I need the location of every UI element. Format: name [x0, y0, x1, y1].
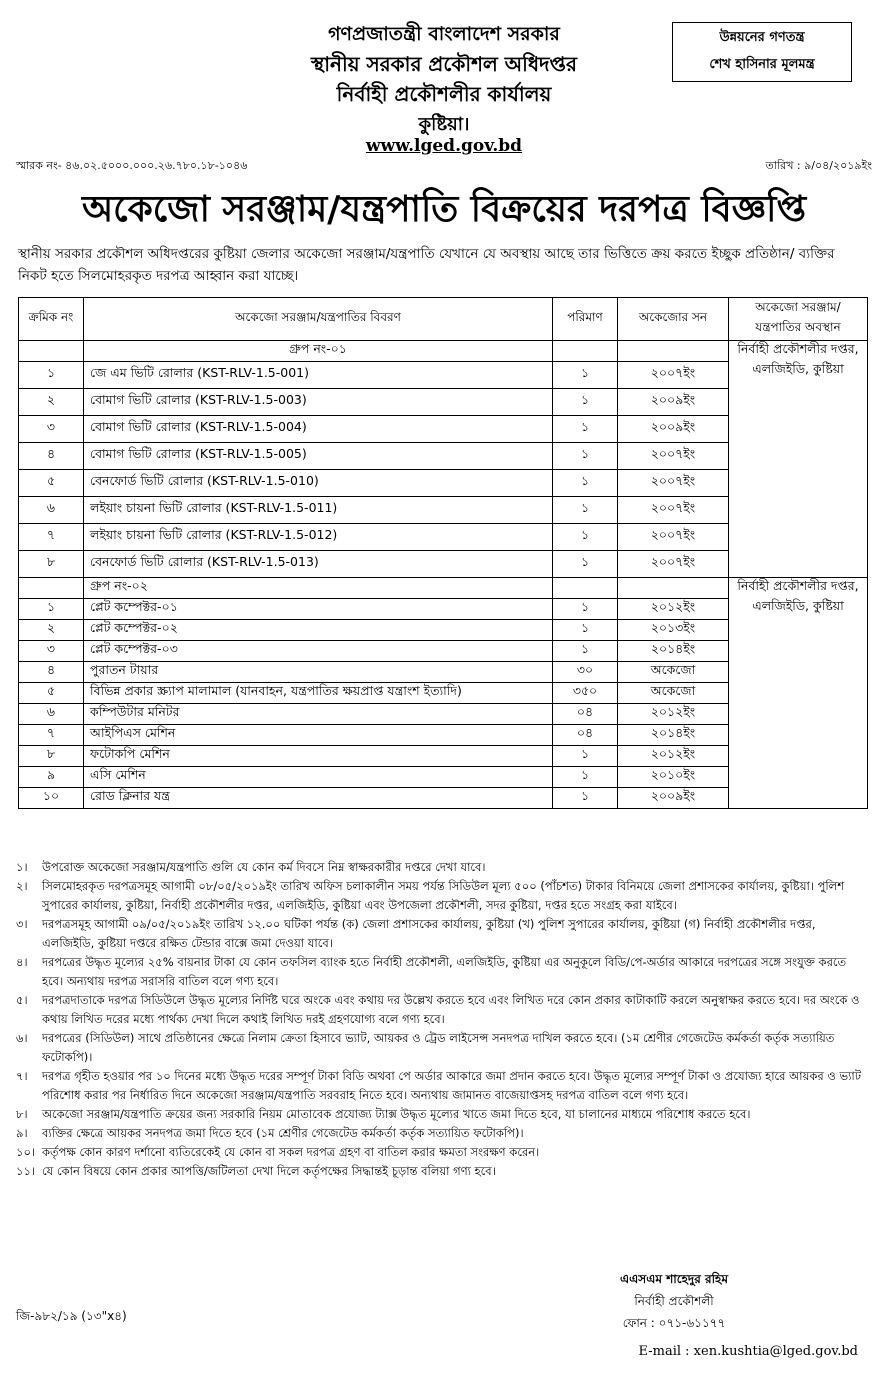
notice-title: অকেজো সরঞ্জাম/যন্ত্রপাতি বিক্রয়ের দরপত্র বিজ্ঞপ্তি	[81, 189, 807, 230]
row-quantity: ১	[553, 362, 618, 389]
row-serial: ৫	[19, 470, 84, 497]
header-year: অকেজোর সন	[618, 298, 729, 341]
govt-name: গণপ্রজাতন্ত্রী বাংলাদেশ সরকার	[328, 23, 560, 45]
row-quantity: ০৪	[553, 704, 618, 725]
condition-number: ১১।	[16, 1164, 36, 1178]
row-quantity: ৩০	[553, 662, 618, 683]
condition-item	[16, 1105, 870, 1124]
row-description: প্লেট কম্পেক্টর-০৩	[84, 641, 553, 662]
row-year: ২০০৭ইং	[618, 443, 729, 470]
row-quantity: ১	[553, 389, 618, 416]
row-description: লইয়াং চায়না ভিটি রোলার (KST-RLV-1.5-011)	[84, 497, 553, 524]
row-year: ২০০৭ইং	[618, 362, 729, 389]
conditions-list	[16, 858, 870, 1181]
row-quantity: ১	[553, 551, 618, 578]
signatory-email[interactable]: E-mail : xen.kushtia@lged.gov.bd	[638, 1344, 858, 1359]
condition-item	[16, 991, 870, 1029]
row-description: প্লেট কম্পেক্টর-০১	[84, 599, 553, 620]
condition-number: ৬।	[16, 1031, 28, 1045]
row-quantity: ১	[553, 746, 618, 767]
row-year: ২০০৯ইং	[618, 788, 729, 809]
condition-text: যে কোন বিষয়ে কোন প্রকার আপত্তি/জটিলতা দেখা দিলে কর্তৃপক্ষের সিদ্ধান্তই চূড়ান্ত বলিয়া গণ্য হবে।	[42, 1164, 496, 1178]
condition-text: অকেজো সরঞ্জাম/যন্ত্রপাতি ক্রয়ের জন্য সরকারি নিয়ম মোতাবেক প্রযোজ্য ট্যাক্স উদ্ধৃত মূল্যের খাতে জমা দিতে হবে, যা চালানের মাধ্যমে পরিশোধ করতে হবে।	[42, 1107, 751, 1121]
row-year: ২০১২ইং	[618, 599, 729, 620]
condition-number: ৮।	[16, 1107, 28, 1121]
row-year: ২০০৭ইং	[618, 470, 729, 497]
row-description: রোড ক্লিনার যন্ত্র	[84, 788, 553, 809]
row-description: বোমাগ ভিটি রোলার (KST-RLV-1.5-005)	[84, 443, 553, 470]
header-description: অকেজো সরঞ্জাম/যন্ত্রপাতির বিবরণ	[84, 298, 553, 341]
row-description: বিভিন্ন প্রকার স্ক্র্যাপ মালামাল (যানবাহন, যন্ত্রপাতির ক্ষয়প্রাপ্ত যন্ত্রাংশ ইত্যাদি)	[84, 683, 553, 704]
row-serial: ১০	[19, 788, 84, 809]
condition-text: কর্তৃপক্ষ কোন কারণ দর্শানো ব্যতিরেকেই যে কোন বা সকল দরপত্র গ্রহণ বা বাতিল করার ক্ষমতা সংরক্ষণ করেন।	[42, 1145, 540, 1159]
condition-item	[16, 1162, 870, 1181]
condition-item	[16, 858, 870, 877]
group-label: গ্রুপ নং-০১	[84, 341, 553, 362]
department-name: স্থানীয় সরকার প্রকৌশল অধিদপ্তর	[311, 52, 577, 76]
row-serial: ২	[19, 620, 84, 641]
row-quantity: ১	[553, 767, 618, 788]
row-quantity: ১	[553, 641, 618, 662]
condition-number: ৭।	[16, 1069, 28, 1083]
row-serial: ৫	[19, 683, 84, 704]
row-year: ২০১২ইং	[618, 704, 729, 725]
row-quantity: ১	[553, 599, 618, 620]
group-serial-cell	[19, 578, 84, 599]
condition-item	[16, 1124, 870, 1143]
condition-number: ৪।	[16, 955, 28, 969]
reference-row	[16, 157, 872, 176]
condition-number: ২।	[16, 879, 28, 893]
table-header-row	[19, 298, 868, 341]
group-year-cell	[618, 341, 729, 362]
condition-text: দরপত্র গৃহীত হওয়ার পর ১০ দিনের মধ্যে উদ্ধৃত দরের সম্পূর্ণ টাকা বিডি অথবা পে অর্ডার আকারে জমা প্রদান করতে হবে। উদ্ধৃত মূল্যের সম্পূর্ণ টাকা ও প্রযোজ্য হারে আয়কর ও ভ্যাট পরিশোধ করার পর নির্ধারিত দিনে অকেজো সরঞ্জাম/যন্ত্রপাতি সরবরাহ নিতে হবে। অন্যথায় জামানত বাজেয়াপ্তসহ দরপত্র বাতিল বলে গণ্য হবে।	[42, 1069, 861, 1102]
row-quantity: ১	[553, 470, 618, 497]
table-body	[19, 341, 868, 809]
condition-item	[16, 1143, 870, 1162]
group-location: নির্বাহী প্রকৌশলীর দপ্তর, এলজিইডি, কুষ্টিয়া	[729, 578, 868, 809]
row-serial: ১	[19, 362, 84, 389]
row-serial: ৩	[19, 641, 84, 662]
row-serial: ৭	[19, 524, 84, 551]
condition-text: সিলমোহরকৃত দরপত্রসমূহ আগামী ০৮/০৫/২০১৯ইং তারিখ অফিস চলাকালীন সময় পর্যন্ত সিডিউল মূল্য ৫০০ (পাঁচশত) টাকার বিনিময়ে জেলা প্রশাসকের কার্যালয়, কুষ্টিয়া। পুলিশ সুপারের কার্যালয়, কুষ্টিয়া, নির্বাহী প্রকৌশলীর দপ্তর, এলজিইডি, কুষ্টিয়া এবং উপজেলা প্রকৌশলী, সদর কুষ্টিয়া, দপ্তর হতে সংগ্রহ করা যাইবে।	[42, 879, 845, 912]
row-serial: ৮	[19, 551, 84, 578]
row-serial: ৪	[19, 443, 84, 470]
row-quantity: ১	[553, 416, 618, 443]
row-serial: ৬	[19, 497, 84, 524]
group-qty-cell	[553, 578, 618, 599]
row-year: ২০১৪ইং	[618, 725, 729, 746]
condition-number: ৩।	[16, 917, 28, 931]
condition-item	[16, 953, 870, 991]
row-description: কম্পিউটার মনিটর	[84, 704, 553, 725]
row-description: আইপিএস মেশিন	[84, 725, 553, 746]
row-serial: ৮	[19, 746, 84, 767]
row-quantity: ০৪	[553, 725, 618, 746]
row-description: বেনফোর্ড ভিটি রোলার (KST-RLV-1.5-013)	[84, 551, 553, 578]
website-link[interactable]: www.lged.gov.bd	[365, 136, 523, 156]
group-qty-cell	[553, 341, 618, 362]
row-quantity: ১	[553, 620, 618, 641]
condition-item	[16, 915, 870, 953]
row-year: ২০০৭ইং	[618, 551, 729, 578]
condition-text: দরপত্রের উদ্ধৃত মূল্যের ২৫% বায়নার টাকা যে কোন তফসিল ব্যাংক হতে নির্বাহী প্রকৌশলী, এলজিইডি, কুষ্টিয়া এর অনুকূলে বিডি/পে-অর্ডার আকারে দরপত্রের সঙ্গে সংযুক্ত করতে হবে। অন্যথায় দরপত্র সরাসরি বাতিল বলে গণ্য হবে।	[42, 955, 847, 988]
condition-text: ব্যক্তির ক্ষেত্রে আয়কর সনদপত্র জমা দিতে হবে (১ম শ্রেণীর গেজেটেড কর্মকর্তা কর্তৃক সত্যায়িত ফটোকপি)।	[42, 1126, 524, 1140]
slogan-line-1: উন্নয়নের গণতন্ত্র	[719, 30, 805, 45]
row-serial: ১	[19, 599, 84, 620]
condition-number: ৫।	[16, 993, 28, 1007]
header-quantity: পরিমাণ	[553, 298, 618, 341]
signatory-name: এএসএম শাহেদুর রহিম	[620, 1272, 728, 1286]
slogan-box	[672, 22, 852, 82]
row-year: ২০১৩ইং	[618, 620, 729, 641]
items-table	[18, 297, 868, 809]
office-name: নির্বাহী প্রকৌশলীর কার্যালয়	[336, 82, 552, 106]
row-quantity: ১	[553, 443, 618, 470]
row-serial: ৯	[19, 767, 84, 788]
group-location: নির্বাহী প্রকৌশলীর দপ্তর, এলজিইডি, কুষ্টিয়া	[729, 341, 868, 578]
row-description: বেনফোর্ড ভিটি রোলার (KST-RLV-1.5-010)	[84, 470, 553, 497]
intro-paragraph: স্থানীয় সরকার প্রকৌশল অধিদপ্তরের কুষ্টিয়া জেলার অকেজো সরঞ্জাম/যন্ত্রপাতি যেখানে যে অবস্থায় আছে তার ভিত্তিতে ক্রয় করতে ইচ্ছুক প্রতিষ্ঠান/ ব্যক্তির নিকট হতে সিলমোহরকৃত দরপত্র আহ্বান করা যাচ্ছে।	[18, 246, 835, 284]
row-year: অকেজো	[618, 662, 729, 683]
notice-date: তারিখ : ৯/০৪/২০১৯ইং	[765, 159, 872, 172]
row-quantity: ১	[553, 497, 618, 524]
row-description: বোমাগ ভিটি রোলার (KST-RLV-1.5-003)	[84, 389, 553, 416]
row-year: ২০১২ইং	[618, 746, 729, 767]
row-description: প্লেট কম্পেক্টর-০২	[84, 620, 553, 641]
publication-ref: জি-৯৮২/১৯ (১৩"x৪)	[16, 1309, 127, 1323]
row-description: জে এম ভিটি রোলার (KST-RLV-1.5-001)	[84, 362, 553, 389]
row-quantity: ১	[553, 524, 618, 551]
row-year: ২০১৪ইং	[618, 641, 729, 662]
row-quantity: ৩৫০	[553, 683, 618, 704]
row-year: ২০০৭ইং	[618, 524, 729, 551]
group-label: গ্রুপ নং-০২	[84, 578, 553, 599]
condition-item	[16, 877, 870, 915]
condition-number: ৯।	[16, 1126, 28, 1140]
row-serial: ২	[19, 389, 84, 416]
row-serial: ৩	[19, 416, 84, 443]
signatory-designation: নির্বাহী প্রকৌশলী	[634, 1294, 714, 1308]
condition-item	[16, 1029, 870, 1067]
header-serial: ক্রমিক নং	[19, 298, 84, 341]
condition-item	[16, 1067, 870, 1105]
signatory-phone: ফোন : ০৭১-৬১১৭৭	[622, 1316, 726, 1330]
row-description: এসি মেশিন	[84, 767, 553, 788]
condition-text: দরপত্রদাতাকে দরপত্র সিডিউলে উদ্ধৃত মূল্যের নির্দিষ্ট ঘরে অংকে এবং কথায় দর উল্লেখ করতে হবে এবং লিখিত দরে কোন প্রকার কাটাকাটি করলে অনুস্বাক্ষর করতে হবে। দর অংকে ও কথায় লিখিত দরের মধ্যে পার্থক্য দেখা দিলে কথাই লিখিত দরই গ্রহণযোগ্য বলে গণ্য হবে।	[42, 993, 860, 1026]
row-year: ২০০৯ইং	[618, 389, 729, 416]
memo-number: স্মারক নং- ৪৬.০২.৫০০০.০০০.২৬.৭৮০.১৮-১০৪৬	[16, 159, 248, 172]
row-description: লইয়াং চায়না ভিটি রোলার (KST-RLV-1.5-012)	[84, 524, 553, 551]
condition-text: উপরোক্ত অকেজো সরঞ্জাম/যন্ত্রপাতি গুলি যে কোন কর্ম দিবসে নিম্ন স্বাক্ষরকারীর দপ্তরে দেখা যাবে।	[42, 860, 486, 874]
header-location: অকেজো সরঞ্জাম/ যন্ত্রপাতির অবস্থান	[729, 298, 868, 341]
office-location: কুষ্টিয়া।	[418, 114, 470, 135]
group-row	[19, 341, 868, 362]
row-year: ২০১০ইং	[618, 767, 729, 788]
row-quantity: ১	[553, 788, 618, 809]
condition-text: দরপত্রসমূহ আগামী ০৯/০৫/২০১৯ইং তারিখ ১২.০০ ঘটিকা পর্যন্ত (ক) জেলা প্রশাসকের কার্যালয়, কুষ্টিয়া (খ) পুলিশ সুপারের কার্যালয়, কুষ্টিয়া (গ) নির্বাহী প্রকৌশলীর দপ্তর, এলজিইডি, কুষ্টিয়া দপ্তরে রক্ষিত টেন্ডার বাক্সে জমা দেওয়া যাবে।	[42, 917, 816, 950]
row-year: ২০০৯ইং	[618, 416, 729, 443]
condition-number: ১০।	[16, 1145, 36, 1159]
row-year: অকেজো	[618, 683, 729, 704]
slogan-line-2: শেখ হাসিনার মূলমন্ত্র	[709, 57, 815, 72]
group-year-cell	[618, 578, 729, 599]
row-serial: ৪	[19, 662, 84, 683]
condition-number: ১।	[16, 860, 28, 874]
row-description: ফটোকপি মেশিন	[84, 746, 553, 767]
row-serial: ৭	[19, 725, 84, 746]
signature-block	[620, 1268, 728, 1334]
row-description: পুরাতন টায়ার	[84, 662, 553, 683]
group-row	[19, 578, 868, 599]
row-year: ২০০৭ইং	[618, 497, 729, 524]
letterhead	[16, 0, 872, 158]
row-description: বোমাগ ভিটি রোলার (KST-RLV-1.5-004)	[84, 416, 553, 443]
condition-text: দরপত্রের (সিডিউল) সাথে প্রতিষ্ঠানের ক্ষেত্রে নিলাম ক্রেতা হিসাবে ভ্যাট, আয়কর ও ট্রেড লাইসেন্স সনদপত্র দাখিল করতে হবে। (১ম শ্রেণীর গেজেটেড কর্মকর্তা কর্তৃক সত্যায়িত ফটোকপি)।	[42, 1031, 835, 1064]
row-serial: ৬	[19, 704, 84, 725]
group-serial-cell	[19, 341, 84, 362]
